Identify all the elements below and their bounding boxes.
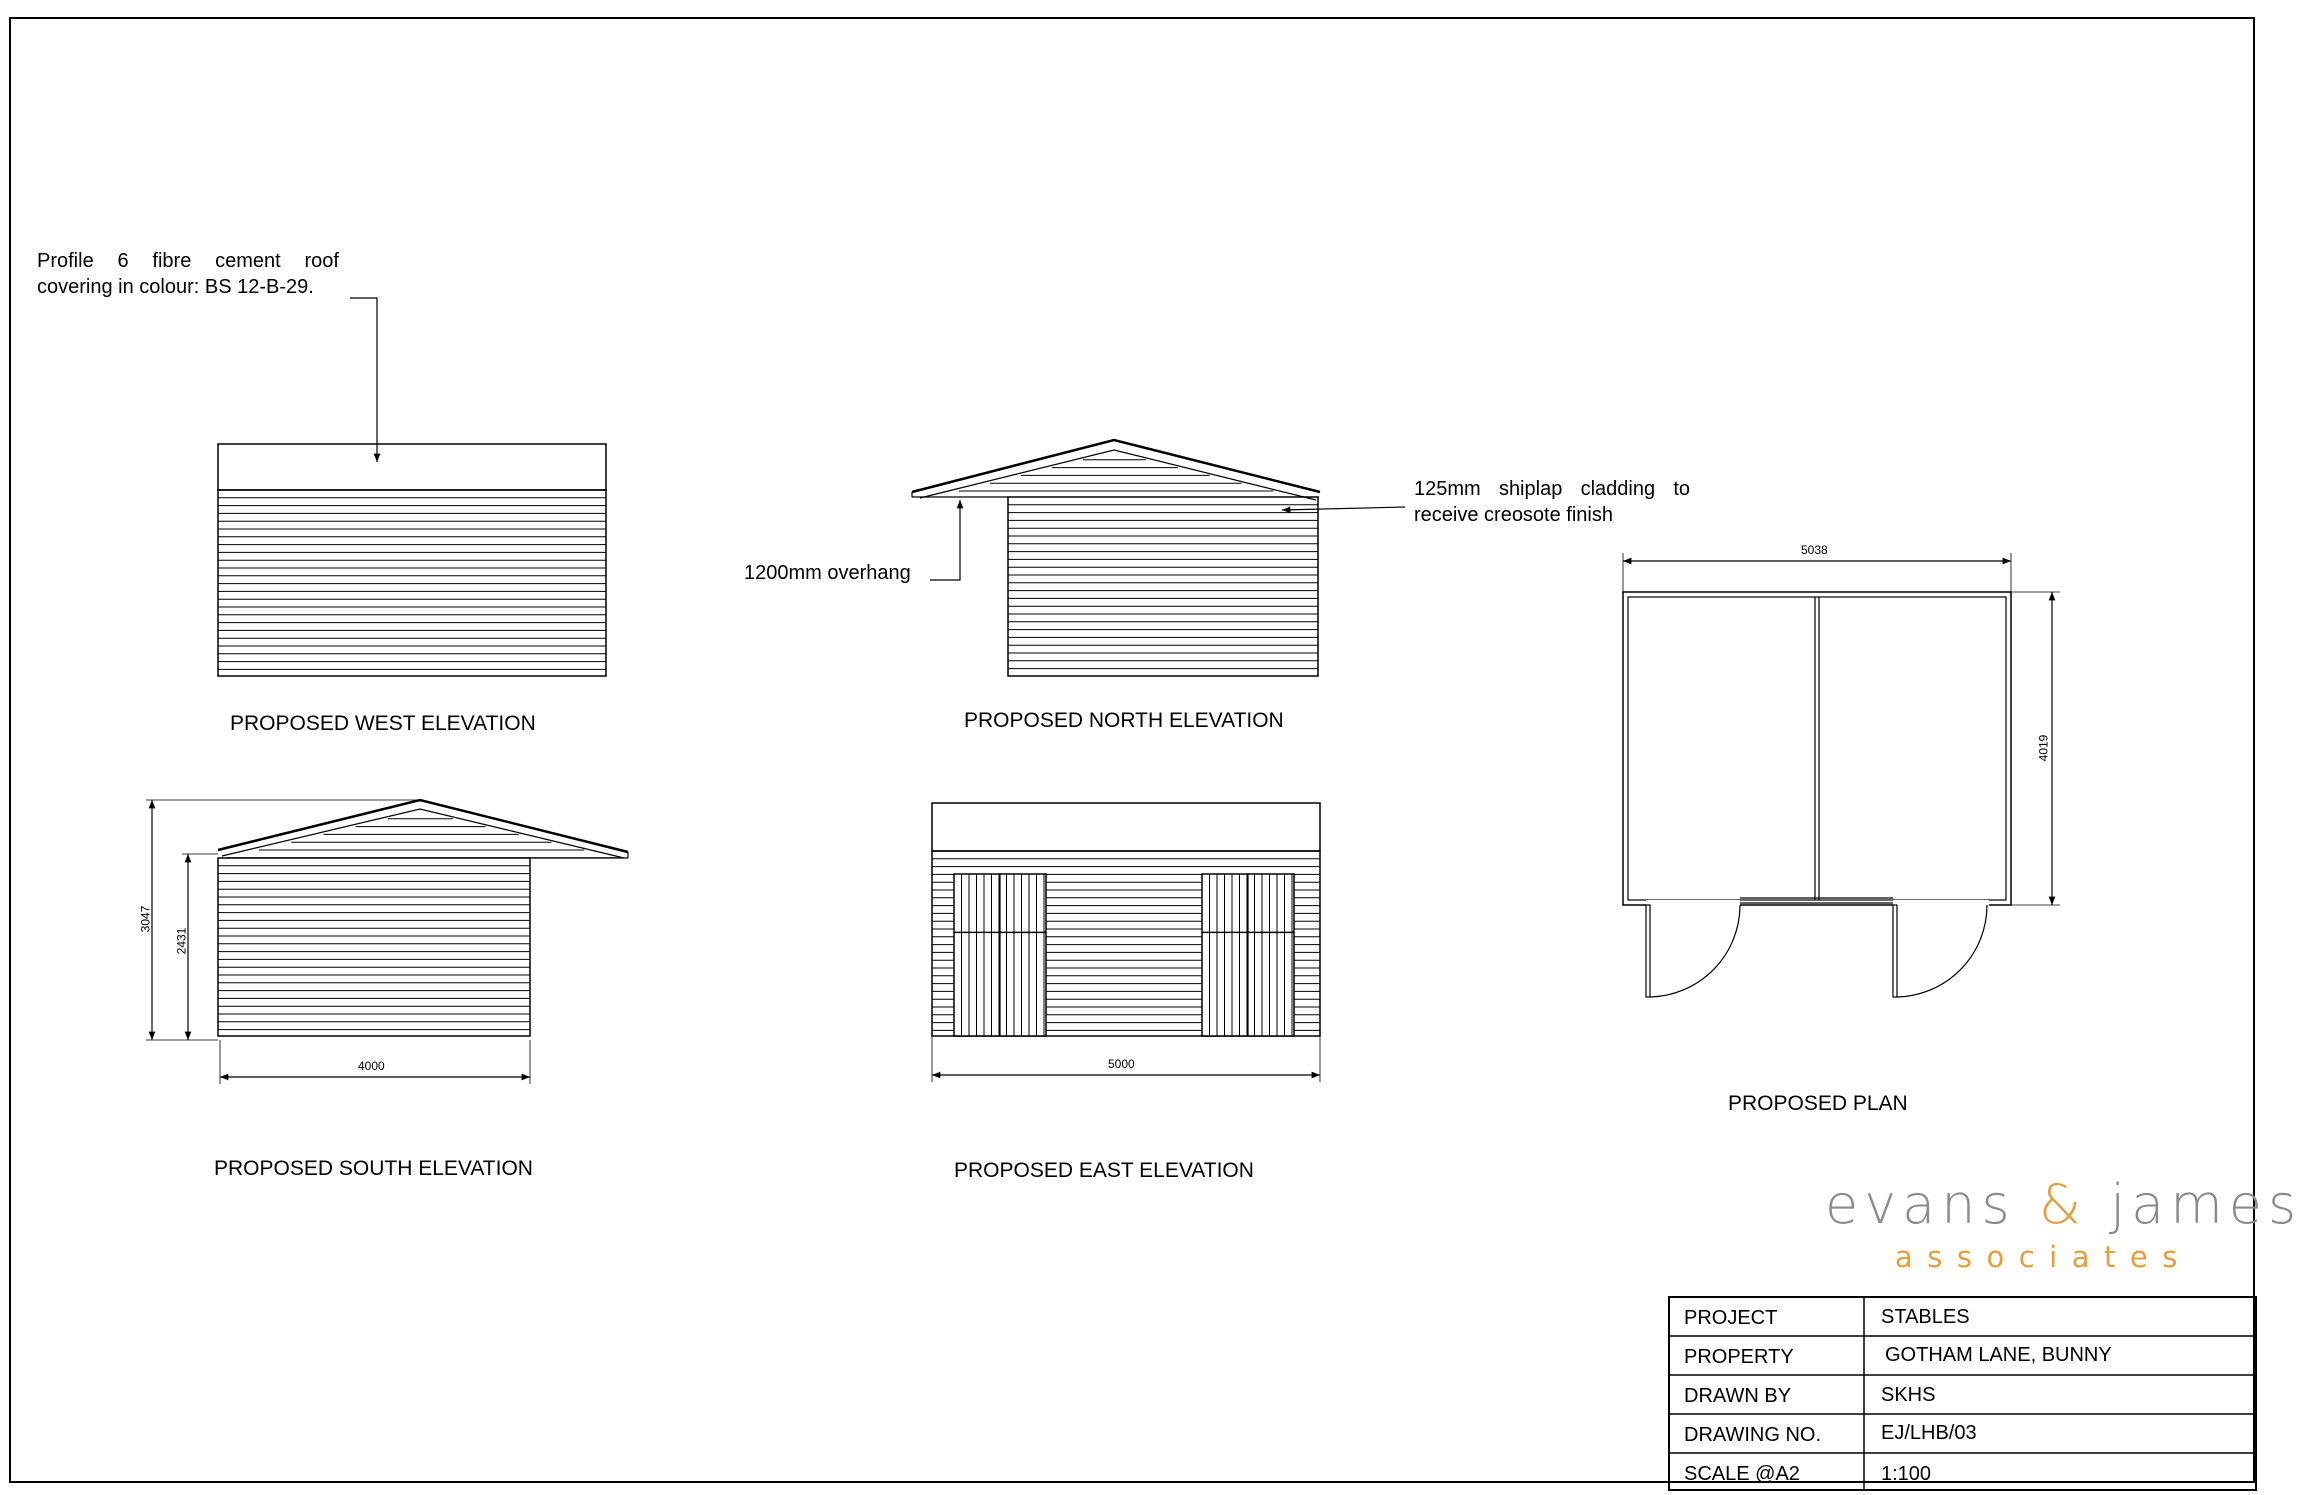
dim-overall-height: 3047: [138, 905, 153, 933]
overhang-leader: [930, 500, 960, 580]
word: cement: [215, 250, 281, 272]
north-elevation-label: PROPOSED NORTH ELEVATION: [964, 709, 1284, 732]
dim-plan-width: 5038: [1801, 543, 1828, 557]
tb-value-drawn-by: SKHS: [1881, 1384, 1936, 1406]
roof-note: [37, 248, 339, 300]
dim-south-width: 4000: [358, 1059, 385, 1073]
word: roof: [304, 250, 339, 272]
word: shiplap: [1498, 478, 1563, 500]
south-wall: [218, 858, 530, 1036]
south-elevation-label: PROPOSED SOUTH ELEVATION: [214, 1157, 533, 1180]
west-wall: [218, 490, 606, 676]
tb-label-property: PROPERTY: [1684, 1346, 1794, 1368]
door-swing-right: [1897, 905, 1987, 997]
west-elevation-label: PROPOSED WEST ELEVATION: [230, 712, 536, 735]
tb-label-drawing-no: DRAWING NO.: [1684, 1424, 1822, 1446]
cladding-note-line2: receive creosote finish: [1414, 504, 1613, 526]
plan-label: PROPOSED PLAN: [1728, 1092, 1908, 1115]
stable-door-right: [1202, 874, 1294, 1036]
plan-inner-wall: [1628, 597, 2006, 900]
overhang-note: 1200mm overhang: [744, 562, 911, 584]
south-cladding: [218, 866, 530, 1030]
tb-value-project: STABLES: [1881, 1306, 1970, 1328]
dim-east-width: 5000: [1108, 1057, 1135, 1071]
tb-label-scale: SCALE @A2: [1684, 1463, 1800, 1485]
tb-label-project: PROJECT: [1684, 1307, 1778, 1329]
logo-word-evans: evans: [1825, 1173, 2016, 1236]
door-leaf-right: [1893, 905, 1897, 997]
roof-note-line1: [37, 248, 339, 274]
dim-eaves-height: 2431: [174, 927, 189, 955]
word: fibre: [152, 250, 192, 272]
dim-plan-depth: 4019: [2036, 734, 2051, 762]
door-swing-left: [1650, 905, 1740, 997]
north-elevation: [912, 440, 1320, 676]
floor-plan: [1623, 553, 2060, 997]
west-elevation: [218, 444, 606, 676]
word: to: [1673, 478, 1690, 500]
tb-value-drawing-no: EJ/LHB/03: [1881, 1422, 1977, 1444]
east-roof: [932, 803, 1320, 851]
north-gable-cladding: [959, 460, 1274, 491]
roof-note-leader: [350, 298, 377, 462]
east-elevation-label: PROPOSED EAST ELEVATION: [954, 1159, 1254, 1182]
south-gable-cladding: [227, 819, 617, 858]
door-opening-right: [1893, 900, 1989, 906]
word: 125mm: [1414, 478, 1481, 500]
stable-door-left: [954, 874, 1046, 1036]
tb-value-property: GOTHAM LANE, BUNNY: [1885, 1344, 2112, 1366]
plan-outer-wall: [1623, 592, 2011, 905]
north-cladding: [1008, 505, 1318, 669]
word: 6: [117, 250, 129, 272]
tb-label-drawn-by: DRAWN BY: [1684, 1385, 1792, 1407]
west-roof: [218, 444, 606, 490]
logo-subtitle: associates: [1895, 1240, 2192, 1274]
west-cladding: [218, 498, 606, 670]
cladding-note: [1414, 476, 1690, 528]
north-roof-outer: [912, 440, 1320, 492]
word: Profile: [37, 250, 94, 272]
cladding-leader: [1282, 507, 1405, 510]
roof-note-line2: covering in colour: BS 12-B-29.: [37, 276, 314, 298]
south-elevation: [146, 800, 628, 1084]
logo-word-james: james: [2110, 1173, 2302, 1236]
logo-ampersand: &: [2038, 1173, 2087, 1236]
door-opening-left: [1646, 900, 1740, 906]
company-logo: [1825, 1173, 2302, 1236]
east-elevation: [932, 803, 1320, 1082]
word: cladding: [1580, 478, 1656, 500]
cladding-note-line1: [1414, 476, 1690, 502]
north-wall: [1008, 497, 1318, 676]
tb-value-scale: 1:100: [1881, 1463, 1932, 1485]
door-leaf-left: [1646, 905, 1650, 997]
